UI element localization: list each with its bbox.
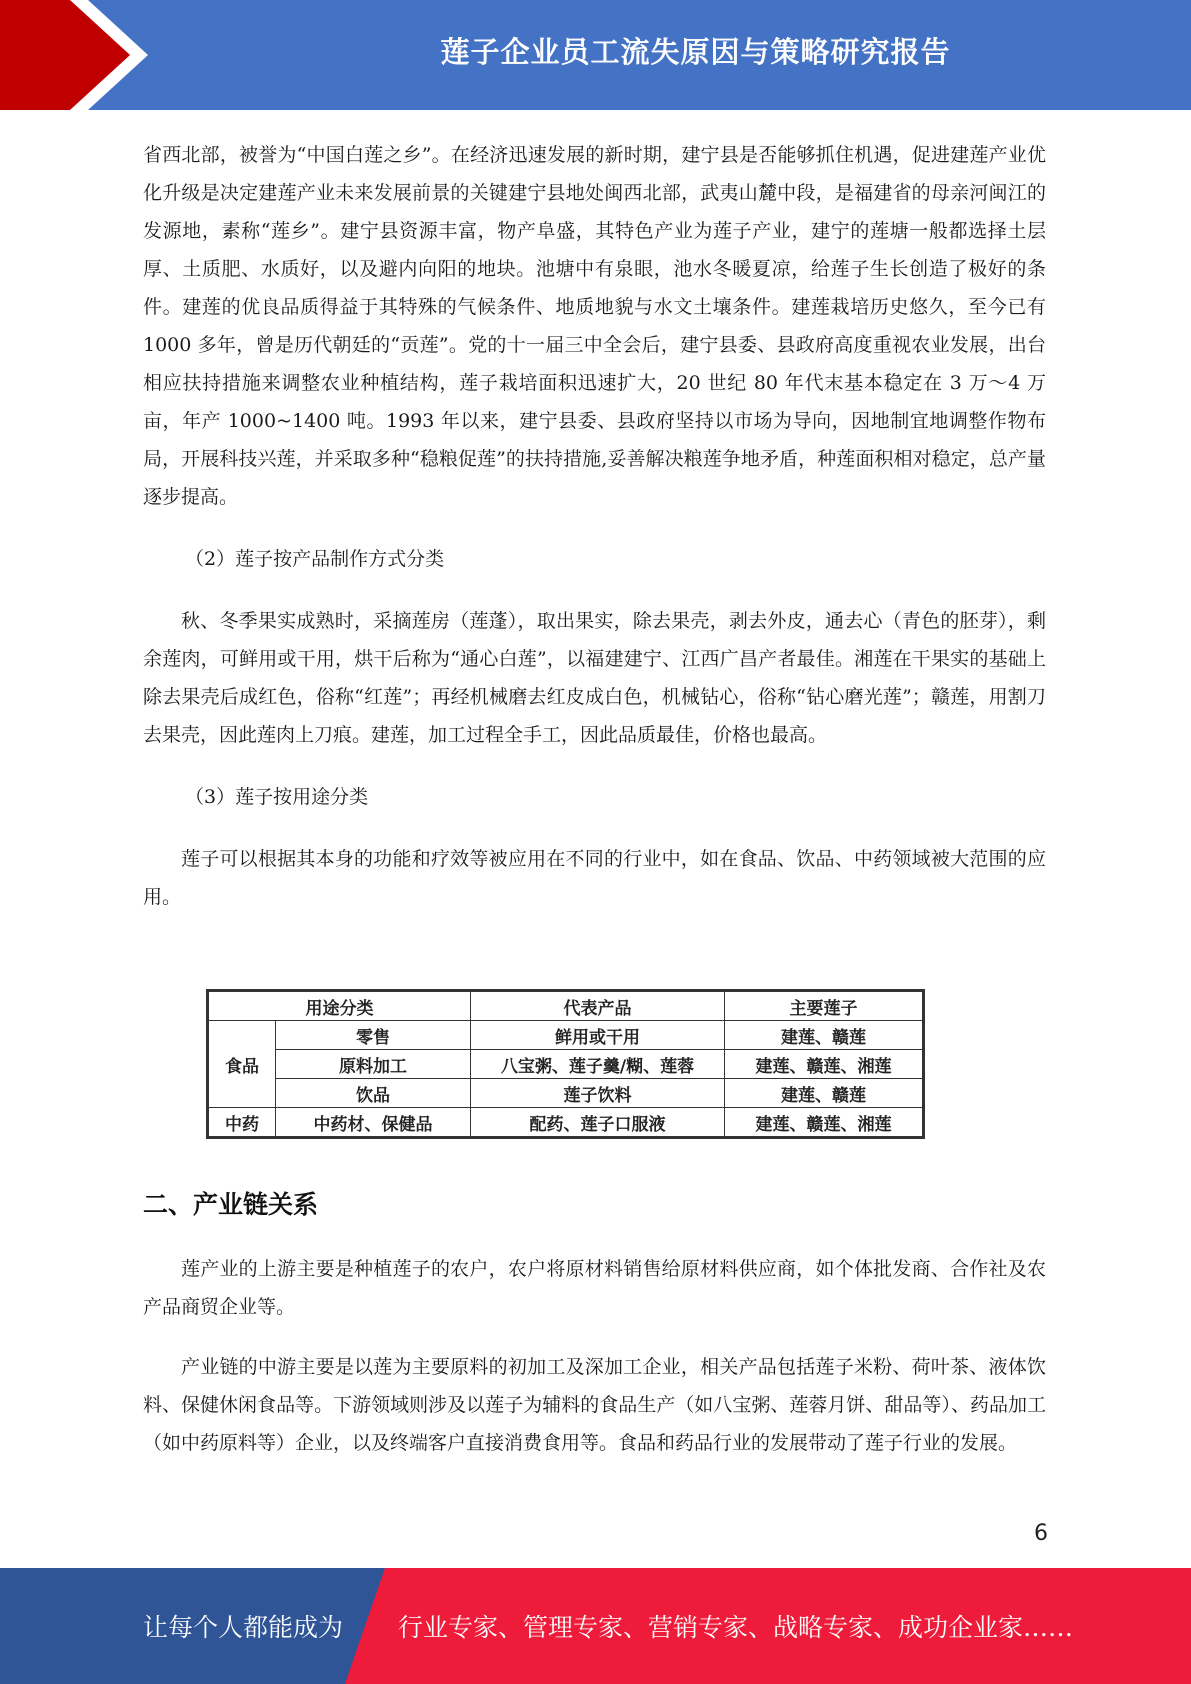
table-cell: 原料加工 (276, 1050, 471, 1079)
main-content (143, 136, 1046, 916)
page-header (0, 0, 1191, 110)
table-cell: 八宝粥、莲子羹/糊、莲蓉 (471, 1050, 725, 1079)
report-title: 莲子企业员工流失原因与策略研究报告 (440, 34, 951, 69)
table-row (208, 1021, 924, 1050)
section-title-industry-chain: 二、产业链关系 (143, 1190, 319, 1219)
paragraph-usage: 莲子可以根据其本身的功能和疗效等被应用在不同的行业中，如在食品、饮品、中药领域被大范围的应用。 (143, 848, 1046, 908)
paragraph-midstream: 产业链的中游主要是以莲为主要原料的初加工及深加工企业，相关产品包括莲子米粉、荷叶茶、液体饮料、保健休闲食品等。下游领域则涉及以莲子为辅料的食品生产（如八宝粥、莲蓉月饼、甜品等）、药品加工（如中药原料等）企业，以及终端客户直接消费食用等。食品和药品行业的发展带动了莲子行业的发展。 (143, 1356, 1046, 1454)
table-cell: 配药、莲子口服液 (471, 1108, 725, 1138)
table-cell: 建莲、赣莲、湘莲 (725, 1108, 924, 1138)
footer-slogan-left: 让每个人都能成为 (143, 1613, 344, 1642)
table-cell: 建莲、赣莲、湘莲 (725, 1050, 924, 1079)
table-cell: 莲子饮料 (471, 1079, 725, 1108)
usage-table-wrapper (206, 989, 925, 1139)
table-cell: 零售 (276, 1021, 471, 1050)
table-cell: 建莲、赣莲 (725, 1079, 924, 1108)
paragraph-jianning: 省西北部，被誉为“中国白莲之乡”。在经济迅速发展的新时期，建宁县是否能够抓住机遇，促进建莲产业优化升级是决定建莲产业未来发展前景的关键建宁县地处闽西北部，武夷山麓中段，是福建省的母亲河闽江的发源地，素称“莲乡”。建宁县资源丰富，物产阜盛，其特色产业为莲子产业，建宁的莲塘一般都选择土层厚、土质肥、水质好，以及避内向阳的地块。池塘中有泉眼，池水冬暖夏凉，给莲子生长创造了极好的条件。建莲的优良品质得益于其特殊的气候条件、地质地貌与水文土壤条件。建莲栽培历史悠久，至今已有 1000 多年，曾是历代朝廷的“贡莲”。党的十一届三中全会后，建宁县委、县政府高度重视农业发展，出台相应扶持措施来调整农业种植结构，莲子栽培面积迅速扩大，20 世纪 80 年代末基本稳定在 3 万～4 万亩，年产 1000~1400 吨。1993 年以来，建宁县委、县政府坚持以市场为导向，因地制宜地调整作物布局，开展科技兴莲，并采取多种“稳粮促莲”的扶持措施,妥善解决粮莲争地矛盾，种莲面积相对稳定，总产量逐步提高。 (143, 144, 1046, 508)
table-header-cell: 用途分类 (208, 991, 471, 1021)
table-cell: 饮品 (276, 1079, 471, 1108)
table-header-cell: 主要莲子 (725, 991, 924, 1021)
table-cell: 中药材、保健品 (276, 1108, 471, 1138)
table-header-cell: 代表产品 (471, 991, 725, 1021)
table-cell: 鲜用或干用 (471, 1021, 725, 1050)
page-footer (0, 1568, 1191, 1684)
section-content (143, 1250, 1046, 1462)
footer-slogan-right: 行业专家、管理专家、营销专家、战略专家、成功企业家…… (398, 1613, 1074, 1642)
paragraph-upstream: 莲产业的上游主要是种植莲子的农户，农户将原材料销售给原材料供应商，如个体批发商、合作社及农产品商贸企业等。 (143, 1258, 1046, 1318)
table-group-cell: 食品 (208, 1021, 276, 1108)
table-group-cell: 中药 (208, 1108, 276, 1138)
table-row (208, 1079, 924, 1108)
usage-table (206, 989, 925, 1139)
table-cell: 建莲、赣莲 (725, 1021, 924, 1050)
subheading-production-method: （2）莲子按产品制作方式分类 (185, 548, 445, 570)
table-row (208, 1050, 924, 1079)
subheading-usage: （3）莲子按用途分类 (185, 786, 369, 808)
page-number: 6 (1034, 1521, 1048, 1546)
paragraph-processing: 秋、冬季果实成熟时，采摘莲房（莲蓬），取出果实，除去果壳，剥去外皮，通去心（青色的胚芽），剩余莲肉，可鲜用或干用，烘干后称为“通心白莲”，以福建建宁、江西广昌产者最佳。湘莲在干果实的基础上除去果壳后成红色，俗称“红莲”；再经机械磨去红皮成白色，机械钻心，俗称“钻心磨光莲”；赣莲，用割刀去果壳，因此莲肉上刀痕。建莲，加工过程全手工，因此品质最佳，价格也最高。 (143, 610, 1046, 746)
table-row (208, 1108, 924, 1138)
table-header-row (208, 991, 924, 1021)
